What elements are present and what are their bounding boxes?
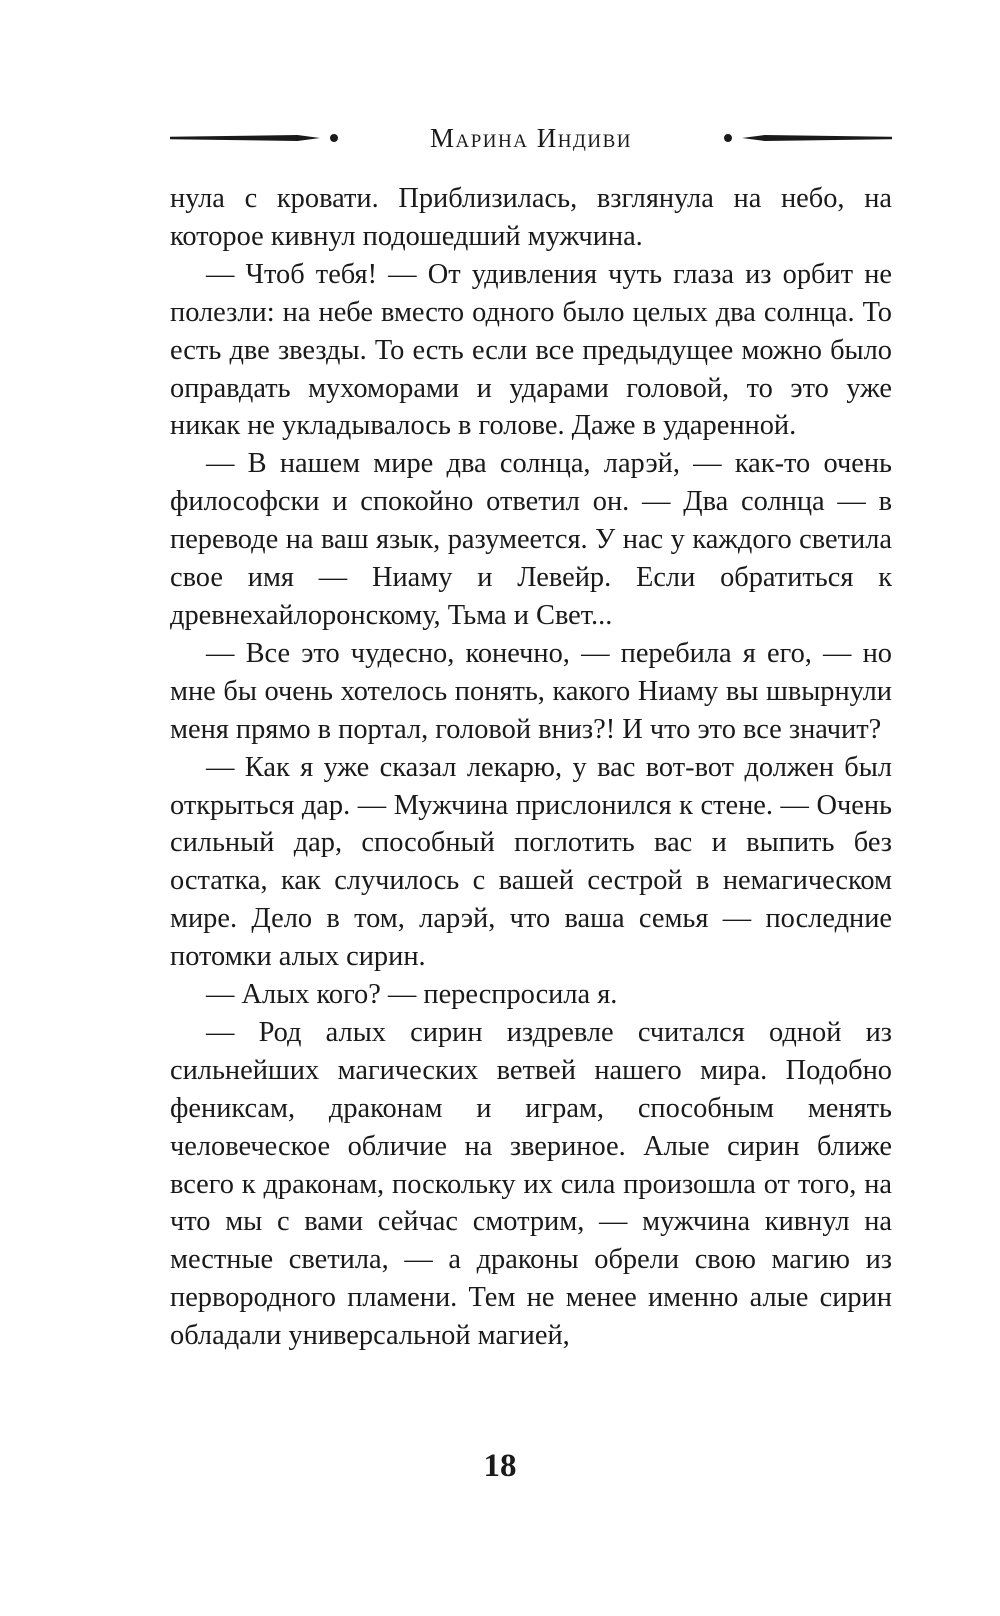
page-text [170,180,892,1355]
paragraph: — Алых кого? — переспросила я. [206,979,618,1011]
header-ornament-right [712,134,892,142]
ornament-dot [330,134,338,142]
header-ornament-left [170,134,350,142]
paragraph: — Чтоб тебя! — От удивления чуть глаза из орбит не полезли: на небе вместо одного было целых два солнца. То есть две звезды. То есть если все предыдущее можно было оправдать мухоморами и ударами головой, то это уже никак не укладывалось в голове. Даже в ударенной. [170,258,892,442]
ornament-dot [724,134,732,142]
running-head [170,118,892,158]
paragraph: — Как я уже сказал лекарю, у вас вот-вот должен был открыться дар. — Мужчина прислонился к стене. — Очень сильный дар, способный поглотить вас и выпить без остатка, как случилось с вашей сестрой в немагическом мире. Дело в том, ларэй, что ваша семья — последние потомки алых сирин. [170,751,892,973]
ornament-line [170,135,320,141]
author-name: Марина Индиви [429,122,632,153]
paragraph: — Все это чудесно, конечно, — перебила я его, — но мне бы очень хотелось понять, какого Ниаму вы швырнули меня прямо в портал, головой вниз?! И что это все значит? [170,637,892,745]
paragraph: — В нашем мире два солнца, ларэй, — как-то очень философски и спокойно ответил он. — Два солнца — в переводе на ваш язык, разумеется. У нас у каждого светила свое имя — Ниаму и Левейр. Если обратиться к древнехайлоронскому, Тьма и Свет... [170,448,892,631]
paragraph: — Род алых сирин издревле считался одной из сильнейших магических ветвей нашего мира. Подобно фениксам, драконам и играм, способным менять человеческое обличие на звериное. Алые сирин ближе всего к драконам, поскольку их сила произошла от того, на что мы с вами сейчас смотрим, — мужчина кивнул на местные светила, — а драконы обрели свою магию из первородного пламени. Тем не менее именно алые сирин обладали универсальной магией, [170,1016,892,1352]
paragraph: нула с кровати. Приблизилась, взглянула на небо, на которое кивнул подошедший мужчина. [170,183,892,252]
ornament-line [742,135,892,141]
page-number: 18 [483,1448,517,1484]
